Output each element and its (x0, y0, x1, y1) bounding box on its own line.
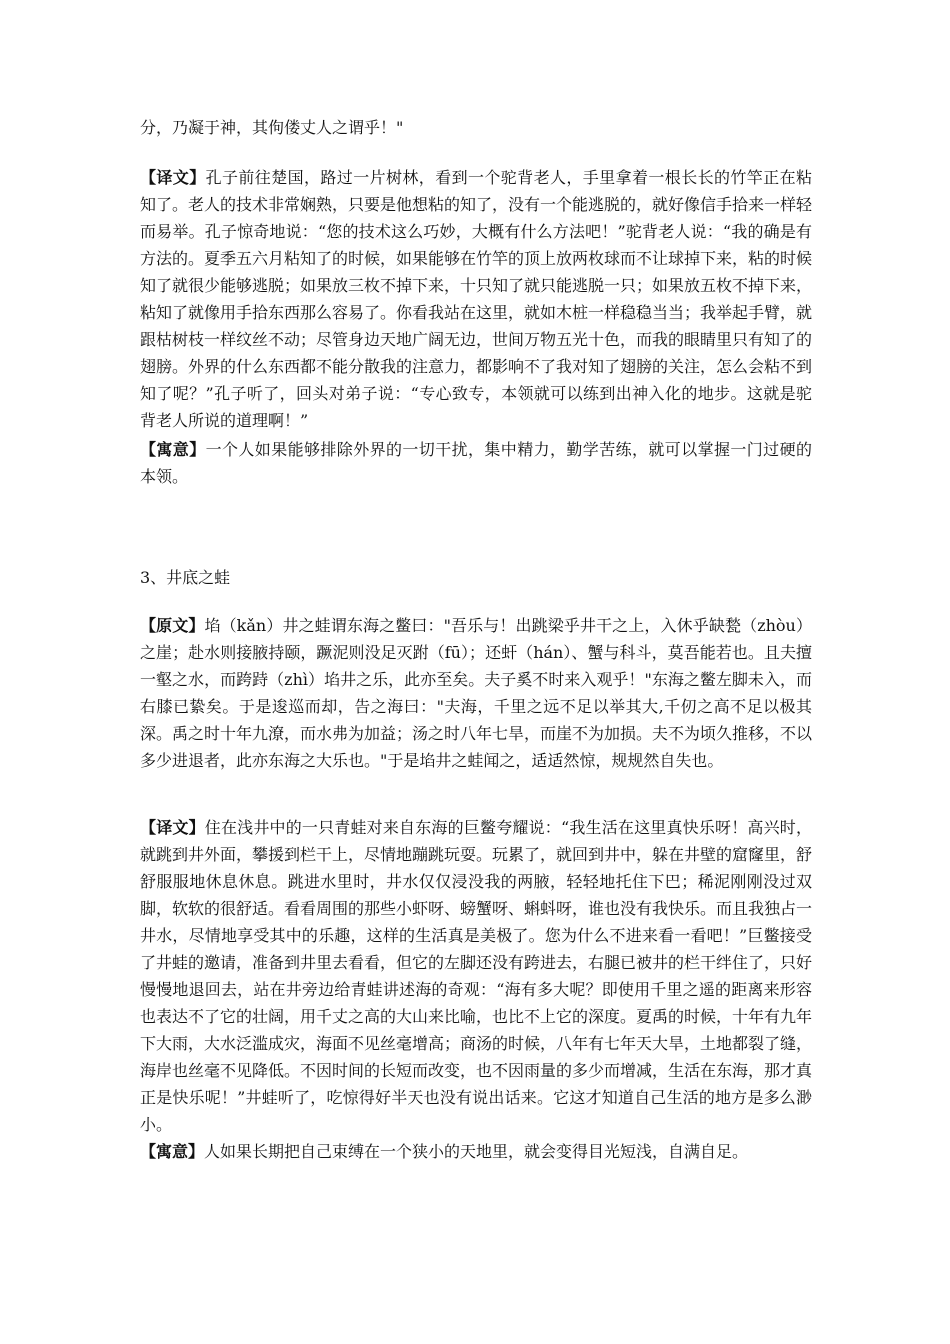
moral-text: 人如果长期把自己束缚在一个狭小的天地里，就会变得目光短浅，自满自足。 (204, 1142, 749, 1161)
moral-tag: 【寓意】 (140, 1142, 205, 1161)
section-title: 3、井底之蛙 (140, 568, 231, 587)
translation-tag: 【译文】 (140, 168, 206, 187)
original-text: 埳（kǎn）井之蛙谓东海之鳖曰："吾乐与！出跳梁乎井干之上，入休乎缺甃（zhòu）之崖；赴水则接腋持颐，蹶泥则没足灭跗（fū）；还虷（hán）、蟹与科斗，莫吾能若也。且夫擅一壑之水，而跨跱（zhì）埳井之乐，此亦至矣。夫子奚不时来入观乎！"东海之鳖左脚未入，而右膝已絷矣。于是逡巡而却，告之海曰："夫海，千里之远不足以举其大,千仞之高不足以极其深。禹之时十年九潦，而水弗为加益；汤之时八年七旱，而崖不为加损。夫不为顷久推移，不以多少进退者，此亦东海之大乐也。"于是埳井之蛙闻之，适适然惊，规规然自失也。 (140, 616, 813, 770)
fragment-tail-text: 分，乃凝于神，其佝偻丈人之谓乎！" (140, 118, 404, 137)
translation-text: 住在浅井中的一只青蛙对来自东海的巨鳖夸耀说：“我生活在这里真快乐呀！高兴时，就跳到井外面，攀援到栏干上，尽情地蹦跳玩耍。玩累了，就回到井中，躲在井壁的窟窿里，舒舒服服地休息休息。跳进水里时，井水仅仅浸没我的两腋，轻轻地托住下巴；稀泥刚刚没过双脚，软软的很舒适。看看周围的那些小虾呀、螃蟹呀、蝌蚪呀，谁也没有我快乐。而且我独占一井水，尽情地享受其中的乐趣，这样的生活真是美极了。您为什么不进来看一看吧！”巨鳖接受了井蛙的邀请，准备到井里去看看，但它的左脚还没有跨进去，右腿已被井的栏干绊住了，只好慢慢地退回去，站在井旁边给青蛙讲述海的奇观：“海有多大呢？即使用千里之遥的距离来形容也表达不了它的壮阔，用千丈之高的大山来比喻，也比不上它的深度。夏禹的时候，十年有九年下大雨，大水泛滥成灾，海面不见丝毫增高；商汤的时候，八年有七年天大旱，土地都裂了缝，海岸也丝毫不见降低。不因时间的长短而改变，也不因雨量的多少而增减，生活在东海，那才真正是快乐呢！”井蛙听了，吃惊得好半天也没有说出话来。它这才知道自己生活的地方是多么渺小。 (140, 818, 813, 1134)
story3-translation (140, 814, 812, 1138)
story2-translation (140, 164, 812, 434)
fragment-tail (140, 114, 812, 141)
moral-tag: 【寓意】 (140, 440, 206, 459)
story3-original (140, 612, 812, 774)
story3-title (140, 564, 812, 591)
story2-moral (140, 436, 812, 490)
moral-text: 一个人如果能够排除外界的一切干扰，集中精力，勤学苦练，就可以掌握一门过硬的本领。 (140, 440, 812, 486)
translation-tag: 【译文】 (140, 818, 205, 837)
story3-moral (140, 1138, 812, 1165)
translation-text: 孔子前往楚国，路过一片树林，看到一个驼背老人，手里拿着一根长长的竹竿正在粘知了。老人的技术非常娴熟，只要是他想粘的知了，没有一个能逃脱的，就好像信手拾来一样轻而易举。孔子惊奇地说：“您的技术这么巧妙，大概有什么方法吧！”驼背老人说：“我的确是有方法的。夏季五六月粘知了的时候，如果能够在竹竿的顶上放两枚球而不让球掉下来，粘的时候知了就很少能够逃脱；如果放三枚不掉下来，十只知了就只能逃脱一只；如果放五枚不掉下来，粘知了就像用手拾东西那么容易了。你看我站在这里，就如木桩一样稳稳当当；我举起手臂，就跟枯树枝一样纹丝不动；尽管身边天地广阔无边，世间万物五光十色，而我的眼睛里只有知了的翅膀。外界的什么东西都不能分散我的注意力，都影响不了我对知了翅膀的关注，怎么会粘不到知了呢？”孔子听了，回头对弟子说：“专心致专，本领就可以练到出神入化的地步。这就是驼背老人所说的道理啊！” (140, 168, 813, 430)
original-tag: 【原文】 (140, 616, 205, 635)
